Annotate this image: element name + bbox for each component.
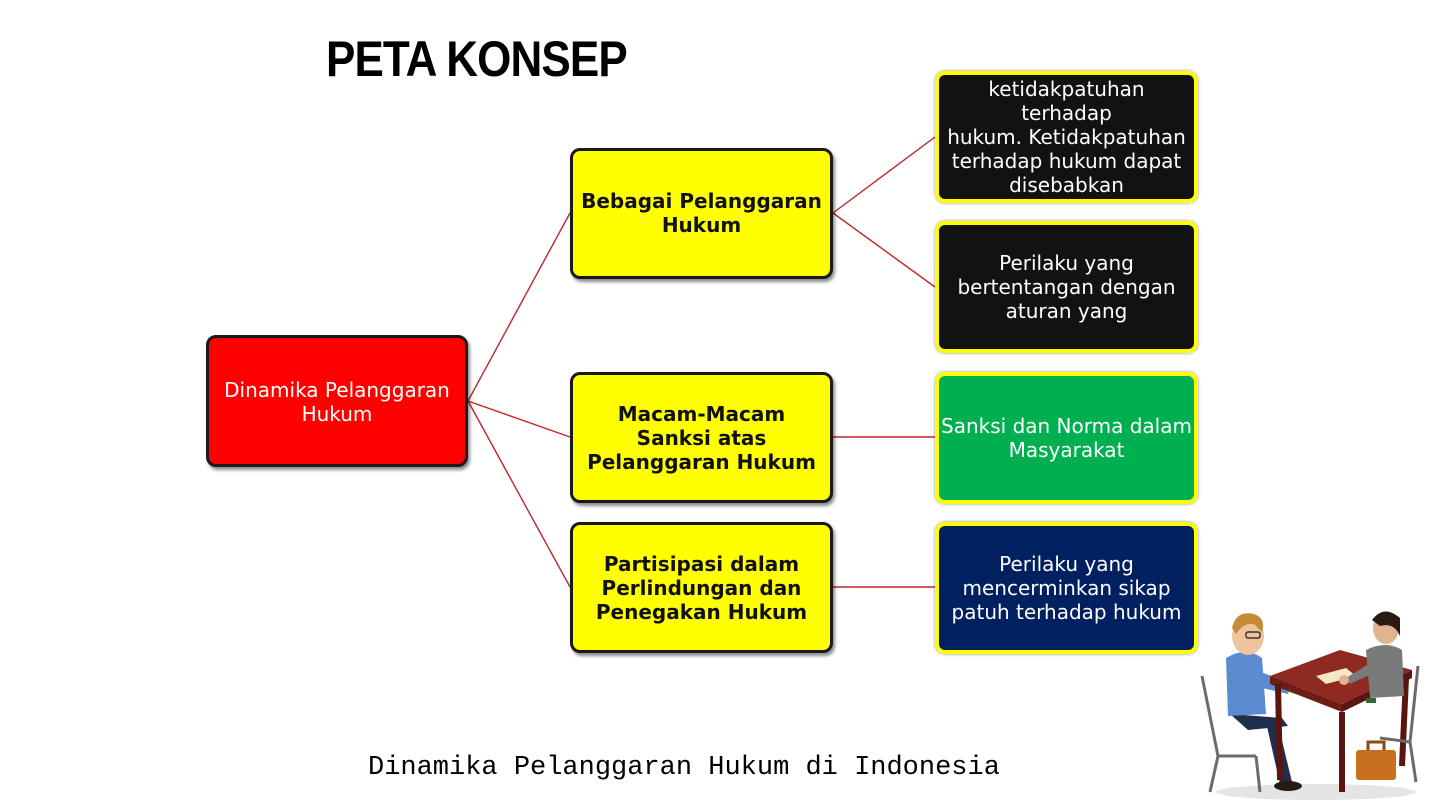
connector-root-branch-1 [468,213,570,401]
connector-branch-1-leaf-1 [833,137,935,213]
branch-node-line: Hukum [661,213,742,237]
leaf-node-line: terhadap hukum dapat [951,149,1182,173]
connector-root-branch-3 [468,401,570,587]
root-node [206,335,468,467]
leaf-node-line: patuh terhadap hukum [951,600,1182,624]
leaf-node-line: ketidakpatuhan terhadap [988,77,1145,125]
leaf-node-2 [935,221,1198,353]
leaf-node-1-text [943,77,1190,197]
branch-node-line: Partisipasi dalam [603,551,800,576]
leaf-node-line: Sanksi dan Norma dalam [941,414,1192,438]
branch-node-3-text [596,552,807,624]
leaf-node-3 [935,372,1198,504]
root-node-line: Hukum [301,402,373,426]
branch-node-2-text [587,402,816,474]
meeting-illustration-icon [1196,606,1426,802]
leaf-node-line: hukum. Ketidakpatuhan [947,125,1186,149]
branch-node-line: Pelanggaran Hukum [587,449,816,474]
leaf-node-line: aturan yang [1005,299,1128,323]
leaf-node-line: disebabkan [1009,173,1124,197]
root-node-line: Dinamika Pelanggaran [224,378,450,402]
branch-node-line: Macam-Macam [617,401,786,426]
leaf-node-line: bertentangan dengan [957,275,1176,299]
branch-node-line: Penegakan Hukum [595,599,808,624]
leaf-node-3-text [941,414,1192,462]
branch-node-1-text [581,189,822,237]
page-title: PETA KONSEP [326,31,627,87]
connector-root-branch-2 [468,401,570,437]
footer-caption: Dinamika Pelanggaran Hukum di Indonesia [368,753,1000,783]
branch-node-line: Perlindungan dan [601,575,802,600]
leaf-node-1 [935,71,1198,203]
branch-node-line: Sanksi atas [636,425,767,450]
root-node-text [224,378,450,426]
connector-branch-1-leaf-2 [833,213,935,287]
leaf-node-4-text [952,552,1182,624]
leaf-node-4 [935,522,1198,654]
branch-node-2 [570,372,833,503]
leaf-node-line: Perilaku yang [999,251,1134,275]
branch-node-3 [570,522,833,653]
leaf-node-line: Perilaku yang [999,552,1134,576]
branch-node-line: Bebagai Pelanggaran [581,189,822,213]
branch-node-1 [570,148,833,279]
leaf-node-line: Masyarakat [1008,438,1125,462]
leaf-node-line: mencerminkan sikap [962,576,1171,600]
leaf-node-2-text [957,251,1175,323]
